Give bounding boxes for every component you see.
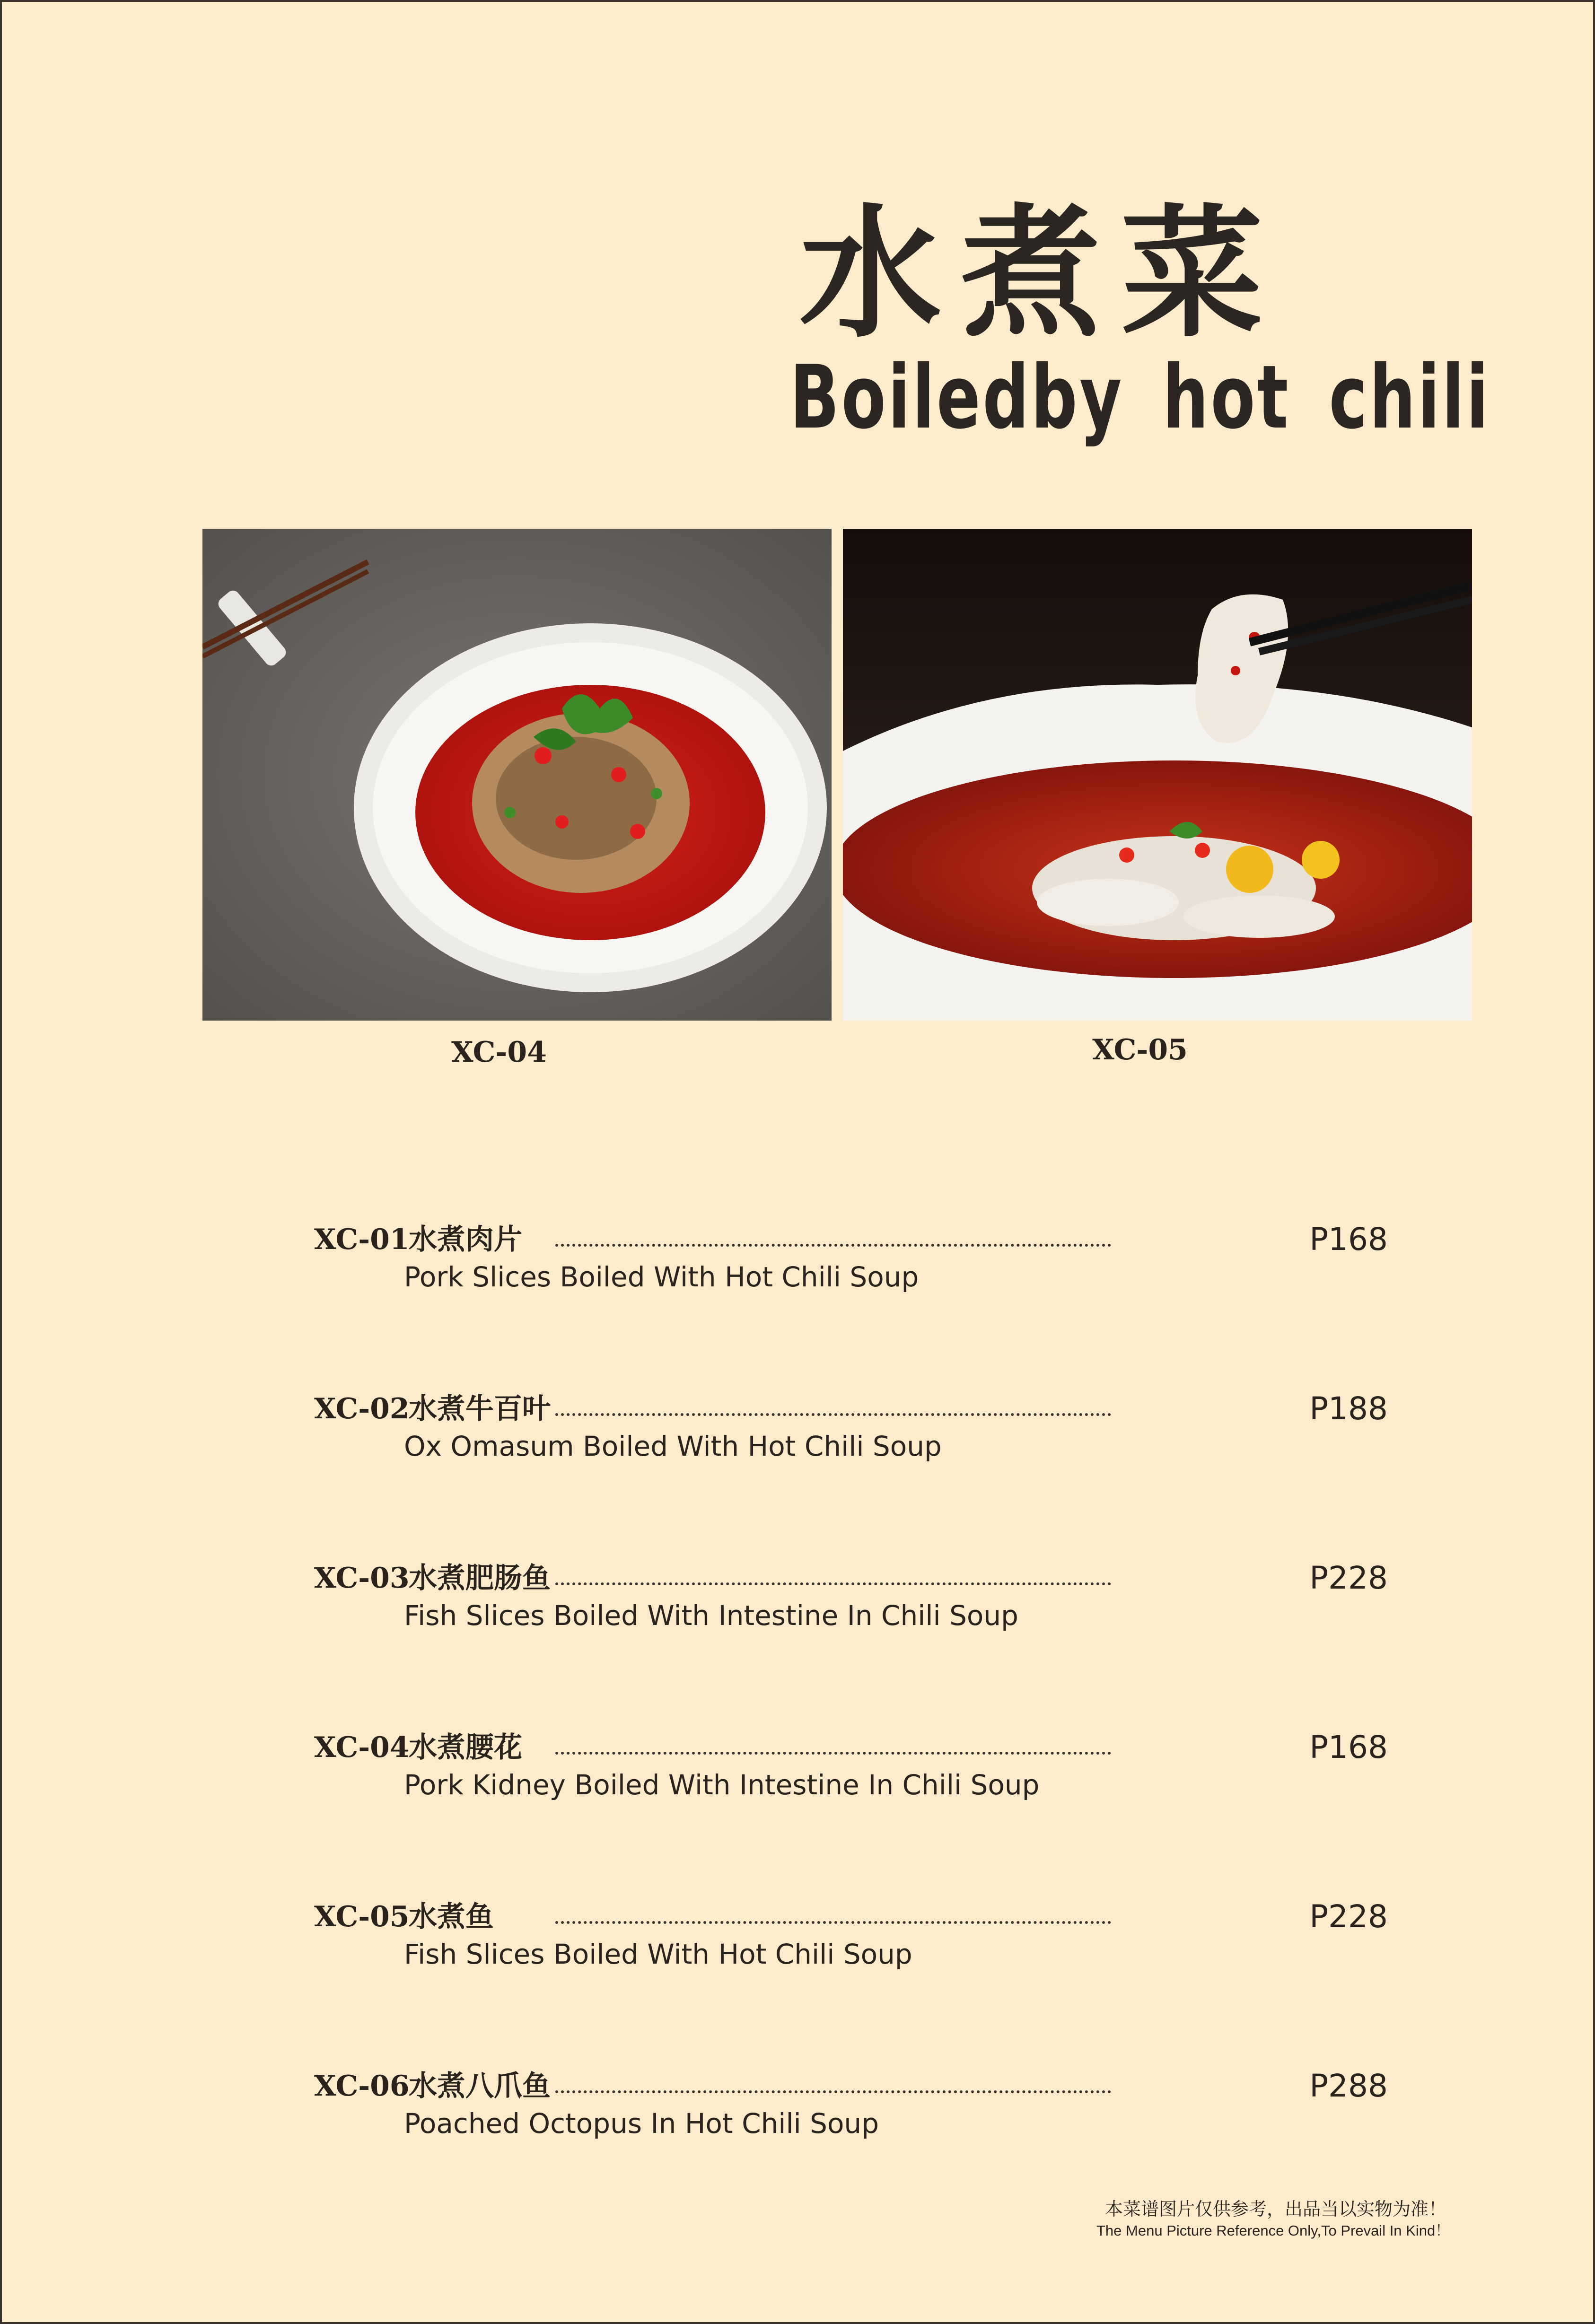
dotted-leader	[555, 1752, 1111, 1755]
item-code: XC-05	[314, 1900, 410, 1933]
item-name-chinese: 水煮八爪鱼	[409, 2070, 551, 2103]
dotted-leader	[555, 1921, 1111, 1924]
item-name-chinese: 水煮肥肠鱼	[409, 1562, 551, 1595]
item-price: P168	[1309, 1729, 1388, 1765]
disclaimer-chinese: 本菜谱图片仅供参考，出品当以实物为准！	[1104, 2199, 1446, 2219]
item-code: XC-03	[314, 1562, 410, 1595]
item-price: P228	[1309, 1560, 1388, 1596]
item-code: XC-04	[314, 1731, 410, 1764]
dotted-leader	[555, 2090, 1111, 2093]
item-name-chinese: 水煮牛百叶	[409, 1392, 551, 1425]
item-name-english: Pork Kidney Boiled With Intestine In Chili Soup	[404, 1769, 1040, 1801]
item-name-english: Fish Slices Boiled With Intestine In Chili Soup	[404, 1599, 1018, 1632]
item-code: XC-06	[314, 2070, 410, 2103]
dish-photo-fish	[843, 529, 1472, 1021]
item-price: P288	[1309, 2068, 1388, 2104]
menu-item	[314, 1726, 1388, 1821]
page-title-english: Boiledby hot chili	[790, 346, 1491, 448]
photo-caption: XC-04	[451, 1036, 547, 1069]
menu-item	[314, 1557, 1388, 1651]
item-code: XC-02	[314, 1392, 410, 1425]
dotted-leader	[555, 1413, 1111, 1416]
item-price: P228	[1309, 1898, 1388, 1935]
item-name-english: Ox Omasum Boiled With Hot Chili Soup	[404, 1430, 942, 1462]
menu-item	[314, 1218, 1388, 1313]
item-name-english: Pork Slices Boiled With Hot Chili Soup	[404, 1261, 919, 1293]
dish-photo-omasum	[202, 529, 832, 1021]
item-name-chinese: 水煮腰花	[409, 1731, 522, 1764]
menu-item	[314, 2065, 1388, 2159]
item-price: P168	[1309, 1221, 1388, 1258]
dotted-leader	[555, 1244, 1111, 1247]
item-name-chinese: 水煮鱼	[409, 1900, 494, 1933]
disclaimer-english: The Menu Picture Reference Only,To Prevail In Kind！	[1096, 2222, 1450, 2239]
menu-item	[314, 1896, 1388, 1990]
item-price: P188	[1309, 1390, 1388, 1427]
photo-caption: XC-05	[1092, 1033, 1188, 1066]
item-name-english: Poached Octopus In Hot Chili Soup	[404, 2107, 879, 2140]
dotted-leader	[555, 1582, 1111, 1585]
menu-item	[314, 1388, 1388, 1482]
page-title-chinese: 水煮菜	[799, 192, 1282, 357]
item-name-english: Fish Slices Boiled With Hot Chili Soup	[404, 1938, 912, 1970]
item-code: XC-01	[314, 1223, 410, 1256]
disclaimer-note	[1096, 2197, 1450, 2241]
item-name-chinese: 水煮肉片	[409, 1223, 522, 1256]
